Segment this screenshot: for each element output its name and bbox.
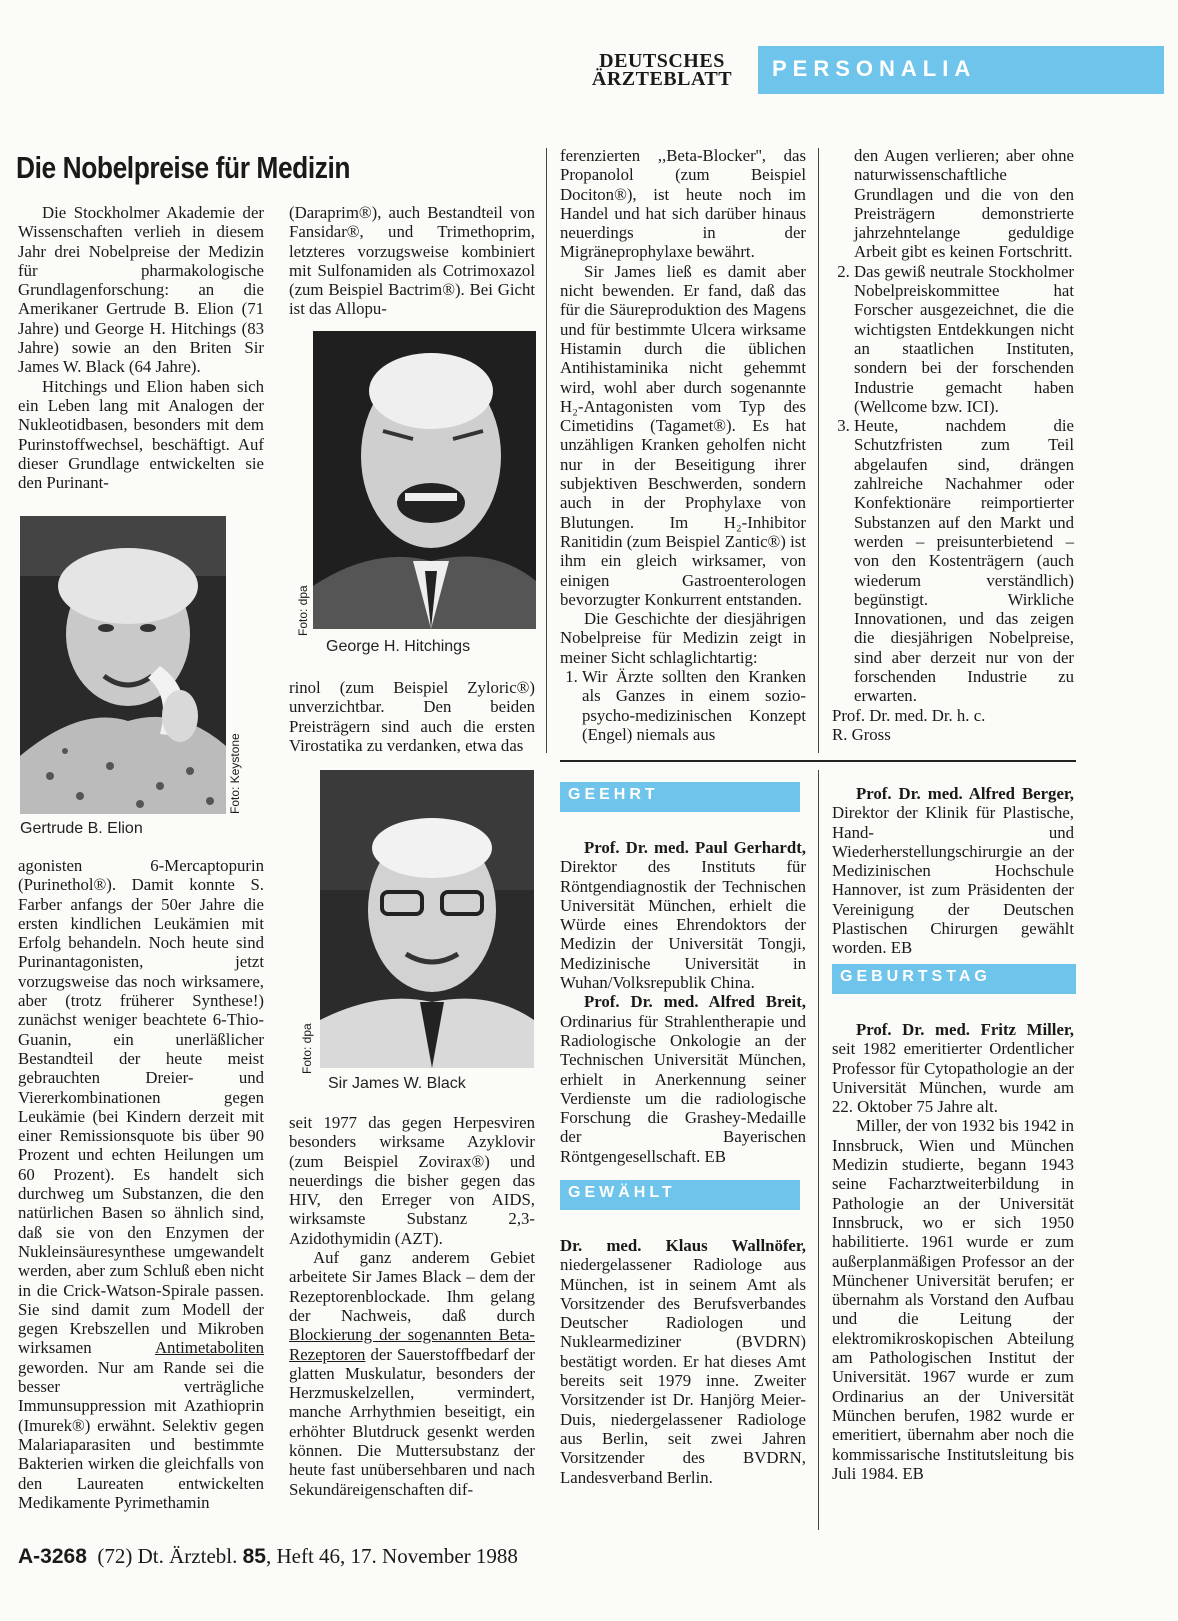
article-paragraph: Die Geschichte der diesjährigen Nobelpreise für Medizin zeigt in meiner Sicht schlaglichtartig: [560,609,806,667]
article-paragraph: Die Stockholmer Akademie der Wissenschaften verlieh in diesem Jahr drei Nobelpreise der Medizin für pharmakologische Grundlagenforschung: an die Amerikaner Gertrude B. Elion (71 Jahre) und George H. Hitchings (83 Jahre) sowie an den Briten Sir James W. Black (64 Jahre). [18,203,264,377]
article-paragraph: (Daraprim®), auch Bestandteil von Fansidar®, und Trimethoprim, letzteres vorzugsweise kombiniert mit Sulfonamiden als Cotrimoxazol (zum Beispiel Bactrim®). Bei Gicht ist das Allopu- [289,203,535,319]
article-paragraph: den Augen verlieren; aber ohne naturwissenschaftliche Grundlagen und die von den Preisträgern demonstrierte jahrzehntelange geduldige Arbeit gibt es keinen Fortschritt. [854,146,1074,262]
notice-text: Miller, der von 1932 bis 1942 in Innsbruck, Wien und München Medizin studierte, begann 1943 seine Facharztweiterbildung in Pathologie an der Universität Innsbruck, wo er sich 1950 habilitierte. 1961 wurde er zum außerplanmäßigen Professor an der Münchener Universität berufen; er übernahm als Vorstand den Aufbau und die Leitung der elektromikroskopischen Abteilung am Pathologischen Institut der Universität. 1967 wurde er zum Ordinarius an der Universität München berufen, 1982 wurde er emeritiert, übernahm aber noch die kommissarische Institutsleitung bis Juli 1984. EB [832,1116,1074,1483]
article-paragraph: rinol (zum Beispiel Zyloric®) unverzichtbar. Den beiden Preisträgern sind auch die ersten Virostatika zu verdanken, etwa das [289,678,535,755]
volume-number: 85 [242,1545,266,1568]
person-name: Prof. Dr. med. Fritz Miller, [856,1020,1074,1039]
section-bar-gewaehlt [560,1180,800,1210]
notice-text: Direktor der Klinik für Plastische, Hand- und Wiederherstellungschirurgie an der Medizinischen Hochschule Hannover, ist zum Präsidenten der Vereinigung der Deutschen Plastischen Chirurgen gewählt worden. EB [832,803,1074,958]
person-name: Prof. Dr. med. Paul Gerhardt, [584,838,806,857]
article-text: geworden. Nur am Rande sei die besser verträgliche Immunsuppression mit Azathioprin (Imurek®) erwähnt. Selektiv gegen Malariaparasiten und bestimmte Bakterien wirken die gleichfalls von den Laureaten entwickelten Medikamente Pyrimethamin [18,1357,264,1512]
column-rule [546,148,547,753]
photo-credit-hitchings: Foto: dpa [296,585,310,636]
article-paragraph: ferenzierten ,,Beta-Blocker'', das Propanolol (zum Beispiel Dociton®), ist heute noch im Handel und hat sich darüber hinaus neuerdings in der Migräneprophylaxe bewährt. [560,146,806,262]
column-rule [818,148,819,753]
article-paragraph: Hitchings und Elion haben sich ein Leben lang mit Analogen der Nukleotidbasen, besonders mit dem Purinstoffwechsel, beschäftigt. Auf dieser Grundlage entwickelten sie den Purinant- [18,376,264,493]
section-bar-geburtstag [832,964,1076,994]
notice-text: seit 1982 emeritierter Ordentlicher Professor für Cytopathologie an der Universität München, wurde am 22. Oktober 75 Jahre alt. [832,1039,1074,1117]
journal-name: DEUTSCHES ÄRZTEBLATT [591,50,733,90]
article-col1-top [18,203,264,492]
geburtstag-col [832,1020,1074,1483]
footer-text: (72) Dt. Ärztebl. [97,1544,238,1568]
person-name: Prof. Dr. med. Alfred Berger, [856,784,1074,803]
geehrt-col [560,838,806,1166]
article-paragraph: Sir James ließ es damit aber nicht bewenden. Er fand, daß das für die Säureproduktion des Magens und für bestimmte Ulcera wirksame Histamin durch die üblichen Antihistaminika nicht gehemmt wird, wohl aber durch sogenannte H₂-Antagonisten vom Typ des Cimetidins (Tagamet®). Es hat unzähligen Kranken geholfen nicht nur in der Beseitigung ihrer subjektiven Beschwerden, sondern auch in der Prophylaxe von Blutungen. Im H₂-Inhibitor Ranitidin (zum Beispiel Zantic®) ist ihm ein gleich wirksamer, von einigen Gastroenterologen bevorzugter Konkurrent entstanden. [560,261,806,609]
notice-text: niedergelassener Radiologe aus München, ist in seinem Amt als Vorsitzender des Berufsverbandes Deutscher Radiologen und Nuklearmediziner (BVDRN) bestätigt worden. Er hat dieses Amt bereits seit 1979 inne. Zweiter Vorsitzender ist Dr. Hanjörg Meier-Duis, niedergelassener Radiologe aus Berlin, seit zwei Jahren Vorsitzender des BVDRN, Landesverband Berlin. [560,1255,806,1487]
author-line: Prof. Dr. med. Dr. h. c. [832,705,986,725]
photo-hitchings [313,331,536,629]
list-item: 2. Das gewiß neutrale Stockholmer Nobelpreiskommittee hat Forscher ausgezeichnet, die die wichtigsten Entdekkungen nicht an staatlichen Instituten, sondern bei der forschenden Industrie gemacht haben (Wellcome bzw. ICI). [854,262,1074,416]
footer-text: , Heft 46, 17. November 1988 [265,1544,518,1568]
author-line: R. Gross [832,724,891,744]
section-bar-geehrt [560,782,800,812]
section-title: GEBURTSTAG [840,968,991,985]
page-number: A-3268 [18,1545,87,1568]
notice-text: Direktor des Instituts für Röntgendiagnostik der Technischen Universität München, erhielt die Würde eines Ehrendoktors der Medizin der Universität Tongji, Medizinische Universität in Wuhan/Volksrepublik China. [560,857,806,993]
article-col4 [832,146,1074,744]
section-title: GEEHRT [568,786,659,803]
article-col2-mid [289,678,535,755]
photo-elion [20,516,226,814]
section-title: GEWÄHLT [568,1184,676,1201]
column-rule [818,770,819,1530]
section-divider [560,760,1076,762]
article-text: Auf ganz anderem Gebiet arbeitete Sir James Black – dem der Rezeptorenblockade. Ihm gelang der Nachweis, daß durch [289,1248,535,1325]
geehrt-col-right [832,784,1074,958]
article-headline: Die Nobelpreise für Medizin [16,150,351,185]
photo-credit-elion: Foto: Keystone [228,733,242,814]
photo-credit-black: Foto: dpa [300,1023,314,1074]
page-footer [18,1544,518,1569]
list-item: 1. Wir Ärzte sollten den Kranken als Ganzes in einem sozio-psycho-medizinischen Konzept (Engel) niemals aus [582,667,806,744]
photo-black [320,770,534,1068]
article-text: der Sauerstoffbedarf der glatten Muskulatur, besonders der Herzmuskelzellen, vermindert, manche Arrhythmien beseitigt, ein erhöhter Blutdruck gesenkt werden können. Die Muttersubstanz der heute fast unübersehbaren und nach Sekundäreigenschaften dif- [289,1344,536,1499]
person-name: Prof. Dr. med. Alfred Breit, [584,992,806,1012]
article-col2-top [289,203,535,319]
article-text: agonisten 6-Mercaptopurin (Purinethol®). Damit konnte S. Farber anfangs der 50er Jahre die ersten kindlichen Leukämien mit Erfolg behandeln. Noch heute sind Purinantagonisten, jetzt vorzugsweise das noch wirksamere, aber (trotz früherer Synthese!) zunächst weniger beachtete 6-Thio-Guanin, ein unerläßlicher Bestandteil der heute meist gebrauchten Dreier- und Viererkombinationen gegen Leukämie (bei Kindern derzeit mit einer Remissionsquote bis über 90 Prozent und echten Heilungen um 60 Prozent). Es handelt sich durchweg um Substanzen, die den natürlichen Basen so ähnlich sind, daß sie von den Enzymen der Nukleinsäuresynthese umgewandelt werden, aber zum Schluß eben nicht in die Crick-Watson-Spirale passen. Sie sind damit zum Modell der gegen Krebszellen und Mikroben wirksamen [18,856,264,1358]
person-name: Dr. med. Klaus Wallnöfer, [560,1236,806,1255]
gewaehlt-col [560,1236,806,1487]
underlined-term: Antimetaboliten [154,1338,264,1358]
article-paragraph: seit 1977 das gegen Herpesviren besonders wirksame Azyklovir (zum Beispiel Zovirax®) und neuerdings die bisher gegen das HIV, den Erreger von AIDS, wirksamste Substanz 2,3-Azidothymidin (AZT). [289,1113,535,1248]
caption-hitchings: George H. Hitchings [326,638,471,655]
list-item: 3. Heute, nachdem die Schutzfristen zum Teil abgelaufen sind, drängen zahlreiche Nachahmer oder Konfektionäre reimportierter Substanzen auf den Markt und werden – preisunterbietend – von den Kostenträgern (auch wiederum verständlich) begünstigt. Wirkliche Innovationen, und das zeigen die diesjährigen Nobelpreise, sind aber derzeit nur von der forschenden Industrie zu erwarten. [854,416,1074,705]
article-col3 [560,146,806,744]
section-banner [758,46,1164,94]
article-col1-bottom [18,856,264,1512]
notice-text: Ordinarius für Strahlentherapie und Radiologische Onkologie an der Technischen Universität München, erhielt in Anerkennung seiner Verdienste um die radiologische Forschung die Grashey-Medaille der Bayerischen Röntgengesellschaft. EB [560,1011,806,1166]
article-col2-bottom [289,1113,535,1499]
section-title: PERSONALIA [772,56,977,81]
caption-black: Sir James W. Black [328,1075,466,1092]
caption-elion: Gertrude B. Elion [20,820,143,837]
underlined-term: Blockierung der sogenannten Beta-Rezeptoren [289,1325,535,1364]
